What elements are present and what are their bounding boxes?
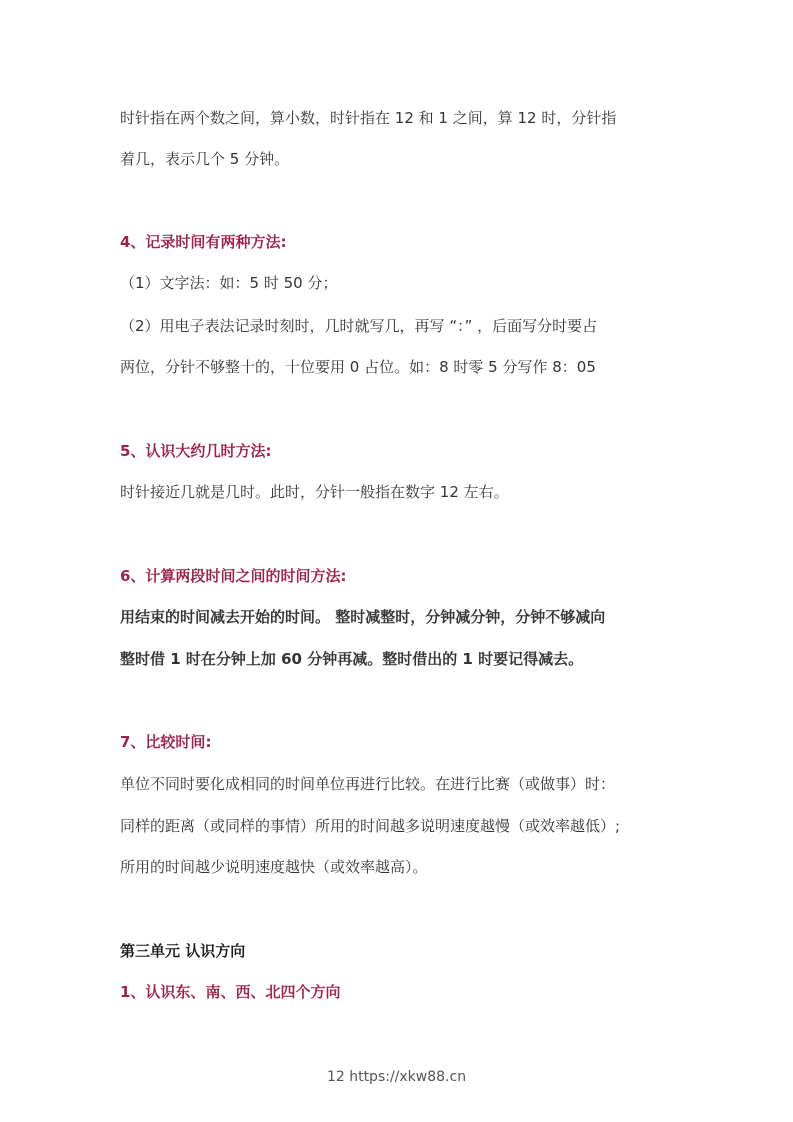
section-heading-7: 7、比较时间: — [120, 733, 212, 751]
page-footer: 12 https://xkw88.cn — [326, 1069, 467, 1085]
unit-title: 第三单元 认识方向 — [120, 942, 246, 960]
paragraph-line: 时针指在两个数之间，算小数，时针指在 12 和 1 之间，算 12 时，分针指 — [120, 109, 617, 127]
paragraph-line: 着几，表示几个 5 分钟。 — [120, 150, 290, 168]
paragraph-line: 时针接近几就是几时。此时，分针一般指在数字 12 左右。 — [120, 483, 509, 501]
list-item-electronic-method: （2）用电子表法记录时刻时，几时就写几，再写 “：” ，后面写分时要占 — [120, 317, 598, 335]
bold-paragraph-line: 整时借 1 时在分钟上加 60 分钟再减。整时借出的 1 时要记得减去。 — [120, 650, 584, 668]
paragraph-line: 两位，分针不够整十的，十位要用 0 占位。如：8 时零 5 分写作 8：05 — [120, 358, 596, 376]
section-heading-unit3-1: 1、认识东、南、西、北四个方向 — [120, 983, 341, 1001]
paragraph-line: 同样的距离（或同样的事情）所用的时间越多说明速度越慢（或效率越低）; — [120, 817, 621, 835]
paragraph-line: 单位不同时要化成相同的时间单位再进行比较。在进行比赛（或做事）时： — [120, 775, 616, 793]
section-heading-5: 5、认识大约几时方法: — [120, 442, 272, 460]
bold-paragraph-line: 用结束的时间减去开始的时间。 整时减整时，分钟减分钟，分钟不够减向 — [120, 608, 606, 626]
section-heading-6: 6、计算两段时间之间的时间方法: — [120, 567, 347, 585]
list-item-text-method: （1）文字法：如：5 时 50 分； — [120, 274, 338, 292]
section-heading-4: 4、记录时间有两种方法: — [120, 233, 287, 251]
paragraph-line: 所用的时间越少说明速度越快（或效率越高）。 — [120, 858, 428, 876]
